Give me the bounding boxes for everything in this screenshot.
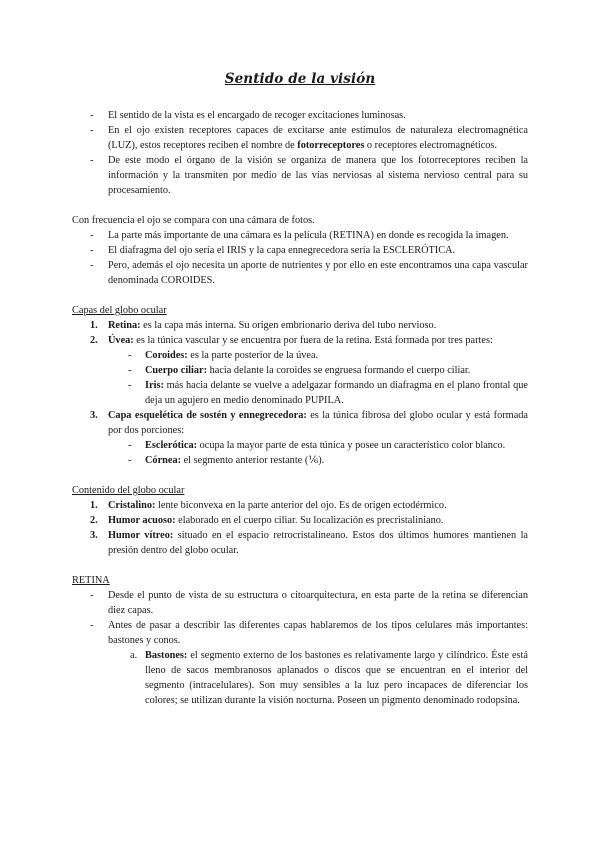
bold-term: Esclerótica:	[145, 440, 198, 451]
section-heading-contenido: Contenido del globo ocular	[72, 485, 185, 496]
list-item-text: el segmento externo de los bastones es relativamente largo y cilíndrico. Éste está lleno de sacos membranosos aplanados o discos que se encuentran en el interior del segmento (intracelulares). Son muy sensibles a la luz pero incapaces de diferenciar los colores; se utilizan durante la visión nocturna. Poseen un pigmento denominado rodopsina.	[145, 650, 528, 706]
list-number: 2.	[90, 515, 98, 526]
list-item	[72, 648, 528, 708]
list-item-text: En el ojo existen receptores capaces de excitarse ante estímulos de naturaleza electromagnética (LUZ), estos receptores reciben el nombre de	[108, 125, 528, 151]
list-item: - Desde el punto de vista de su estructura o citoarquitectura, en esta parte de la retina se diferencian diez capas.	[72, 588, 528, 618]
contenido-list	[72, 498, 528, 558]
list-item	[72, 513, 528, 528]
bold-term: Córnea:	[145, 455, 182, 466]
bold-term: Iris:	[145, 380, 164, 391]
list-letter: a.	[130, 650, 138, 661]
list-item-text: más hacia delante se vuelve a adelgazar formando un diafragma en el plano frontal que deja un agujero en medio denominado PUPILA.	[145, 380, 528, 406]
list-item-text: es la parte posterior de la úvea.	[187, 350, 319, 361]
bold-term: Cuerpo ciliar:	[145, 365, 208, 376]
bold-term: Cristalino:	[108, 500, 156, 511]
list-item	[72, 528, 528, 558]
section-heading-retina: RETINA	[72, 575, 110, 586]
list-item: - De este modo el órgano de la visión se organiza de manera que los fotorreceptores reciben la información y la transmiten por medio de las vías nerviosas al sistema nervioso central para su procesamiento.	[72, 153, 528, 198]
list-item	[72, 453, 528, 468]
list-number: 1.	[90, 320, 98, 331]
uvea-parts-list	[72, 348, 528, 408]
list-item-text: o receptores electromagnéticos.	[364, 140, 498, 151]
list-item-text: el segmento anterior restante (⅙).	[181, 455, 325, 466]
list-item-text: es la túnica vascular y se encuentra por fuera de la retina. Está formada por tres partes:	[133, 335, 493, 346]
page-title: Sentido de la visión	[224, 71, 376, 87]
capas-list	[72, 318, 528, 348]
list-item-text: lente biconvexa en la parte anterior del ojo. Es de origen ectodérmico.	[155, 500, 447, 511]
bold-term: fotorreceptores	[297, 140, 365, 151]
list-item-text: es la capa más interna. Su origen embrionario deriva del tubo nervioso.	[140, 320, 437, 331]
list-item-text: es la túnica fibrosa del globo ocular y está formada por dos porciones:	[108, 410, 528, 436]
list-item	[72, 348, 528, 363]
list-item-text: situado en el espacio retrocristalineano. Estos dos últimos humores mantienen la presión dentro del globo ocular.	[108, 530, 529, 556]
list-item	[72, 123, 528, 153]
bold-term: Coroides:	[145, 350, 188, 361]
list-item	[72, 408, 528, 438]
list-item: - El sentido de la vista es el encargado de recoger excitaciones luminosas.	[72, 108, 528, 123]
section-heading-capas: Capas del globo ocular	[72, 305, 167, 316]
intro-list	[72, 108, 528, 198]
bold-term: Humor acuoso:	[108, 515, 176, 526]
capas-list-cont	[72, 408, 528, 438]
bold-term: Retina:	[108, 320, 141, 331]
bold-term: Capa esquelética de sostén y ennegrecedora:	[108, 410, 307, 421]
list-item: - Antes de pasar a describir las diferentes capas hablaremos de los tipos celulares más importantes: bastones y conos.	[72, 618, 528, 648]
list-item	[72, 333, 528, 348]
retina-list	[72, 588, 528, 648]
bold-term: Bastones:	[145, 650, 188, 661]
list-item	[72, 363, 528, 378]
list-item	[72, 438, 528, 453]
list-number: 2.	[90, 335, 98, 346]
retina-types-list	[72, 648, 528, 708]
list-item	[72, 378, 528, 408]
esquel-parts-list	[72, 438, 528, 468]
list-number: 3.	[90, 530, 98, 541]
list-item	[72, 498, 528, 513]
list-item-text: hacia delante la coroides se engruesa formando el cuerpo ciliar.	[207, 365, 471, 376]
bold-term: Humor vítreo:	[108, 530, 174, 541]
camera-lead: Con frecuencia el ojo se compara con una cámara de fotos.	[72, 215, 315, 226]
list-item: - Pero, además el ojo necesita un aporte de nutrientes y por ello en este encontramos una capa vascular denominada COROIDES.	[72, 258, 528, 288]
list-number: 1.	[90, 500, 98, 511]
list-item: - La parte más importante de una cámara es la película (RETINA) en donde es recogida la imagen.	[72, 228, 528, 243]
bold-term: Úvea:	[108, 335, 134, 346]
list-item-text: ocupa la mayor parte de esta túnica y posee un característico color blanco.	[197, 440, 506, 451]
list-item-text: elaborado en el cuerpo ciliar. Su localización es precristaliniano.	[175, 515, 444, 526]
document-body	[72, 108, 528, 708]
list-number: 3.	[90, 410, 98, 421]
camera-list	[72, 228, 528, 288]
list-item: - El diafragma del ojo sería el IRIS y la capa ennegrecedora sería la ESCLERÓTICA.	[72, 243, 528, 258]
list-item	[72, 318, 528, 333]
